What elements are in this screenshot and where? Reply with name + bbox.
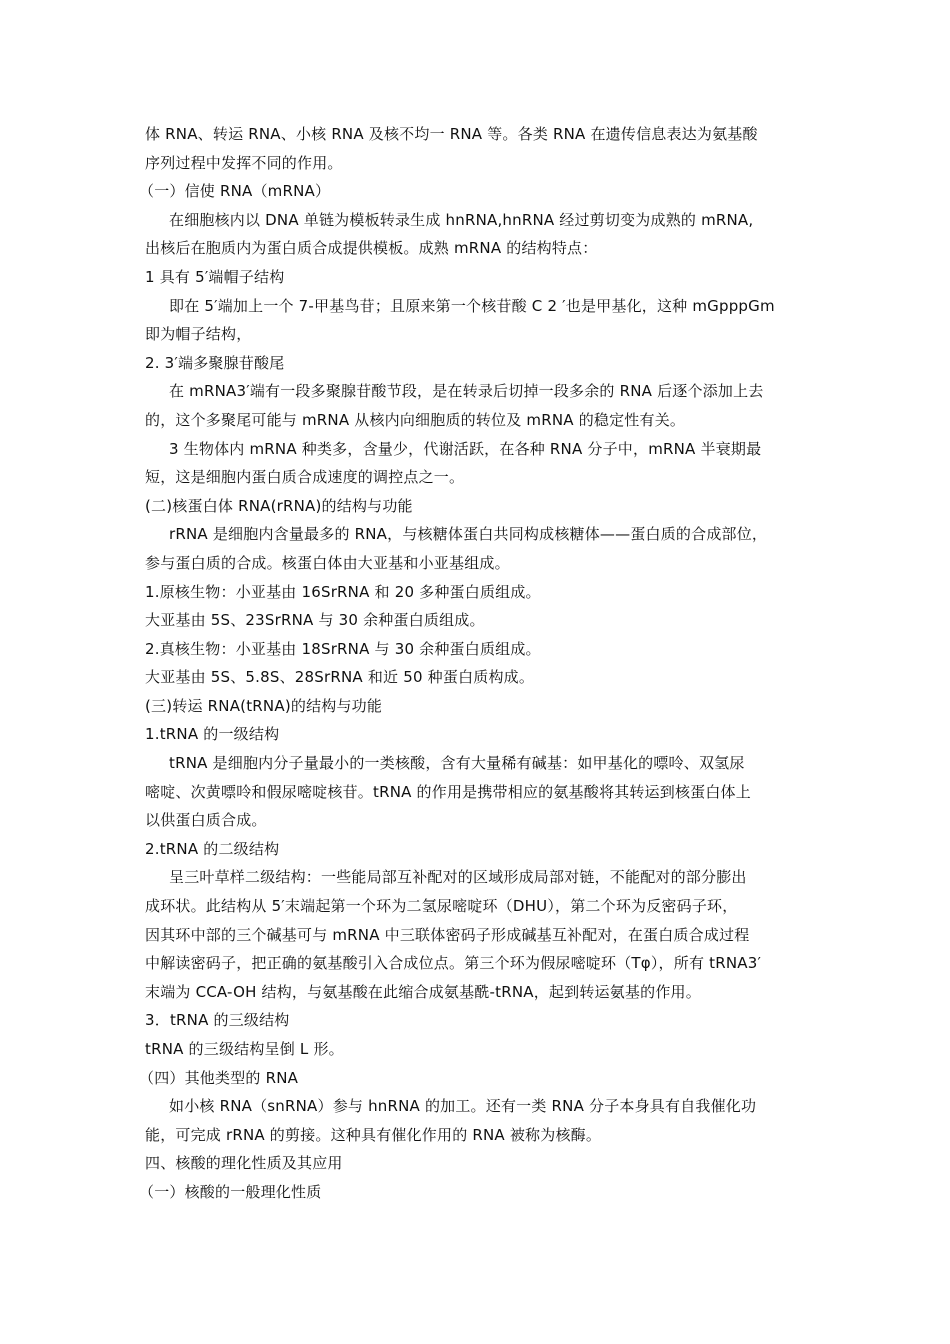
text-line: 末端为 CCA-OH 结构，与氨基酸在此缩合成氨基酰-tRNA，起到转运氨基的作用。 bbox=[145, 982, 701, 1001]
text-line: 以供蛋白质合成。 bbox=[145, 811, 267, 830]
text-line: 短，这是细胞内蛋白质合成速度的调控点之一。 bbox=[145, 468, 465, 487]
section-heading: (二)核蛋白体 RNA(rRNA)的结构与功能 bbox=[145, 496, 413, 515]
subheading: 2. 3′端多聚腺苷酸尾 bbox=[145, 353, 285, 372]
subheading: 2.tRNA 的二级结构 bbox=[145, 839, 280, 858]
text-line: 体 RNA、转运 RNA、小核 RNA 及核不均一 RNA 等。各类 RNA 在遗传信息表达为氨基酸 bbox=[145, 125, 758, 143]
section-heading: （一）信使 RNA（mRNA） bbox=[139, 182, 331, 201]
text-line: 中解读密码子，把正确的氨基酸引入合成位点。第三个环为假尿嘧啶环（Tφ），所有 tRNA3′ bbox=[145, 954, 762, 973]
text-line: 成环状。此结构从 5′末端起第一个环为二氢尿嘧啶环（DHU），第二个环为反密码子环， bbox=[145, 897, 738, 916]
subheading: 3．tRNA 的三级结构 bbox=[145, 1011, 290, 1030]
text-line: 大亚基由 5S、23SrRNA 与 30 余种蛋白质组成。 bbox=[145, 611, 485, 630]
chapter-heading: 四、核酸的理化性质及其应用 bbox=[145, 1154, 343, 1173]
text-line: 2.真核生物：小亚基由 18SrRNA 与 30 余种蛋白质组成。 bbox=[145, 639, 541, 658]
section-heading: (三)转运 RNA(tRNA)的结构与功能 bbox=[145, 696, 383, 715]
text-line: 能，可完成 rRNA 的剪接。这种具有催化作用的 RNA 被称为核酶。 bbox=[145, 1125, 602, 1144]
text-line: 嘧啶、次黄嘌呤和假尿嘧啶核苷。tRNA 的作用是携带相应的氨基酸将其转运到核蛋白体上 bbox=[145, 782, 751, 801]
text-line: 大亚基由 5S、5.8S、28SrRNA 和近 50 种蛋白质构成。 bbox=[145, 668, 535, 687]
text-line: 在 mRNA3′端有一段多聚腺苷酸节段，是在转录后切掉一段多余的 RNA 后逐个添加上去 bbox=[169, 382, 764, 401]
document-body bbox=[139, 120, 810, 1207]
subheading: 1.tRNA 的一级结构 bbox=[145, 725, 280, 744]
section-heading: （一）核酸的一般理化性质 bbox=[139, 1182, 322, 1201]
text-line: tRNA 的三级结构呈倒 L 形。 bbox=[145, 1040, 344, 1058]
section-heading: （四）其他类型的 RNA bbox=[139, 1068, 299, 1087]
subheading: 1 具有 5′端帽子结构 bbox=[145, 267, 285, 286]
text-line: 因其环中部的三个碱基可与 mRNA 中三联体密码子形成碱基互补配对，在蛋白质合成过程 bbox=[145, 925, 750, 944]
text-line: tRNA 是细胞内分子量最小的一类核酸，含有大量稀有碱基：如甲基化的嘌呤、双氢尿 bbox=[169, 754, 745, 773]
text-line: 呈三叶草样二级结构：一些能局部互补配对的区域形成局部对链，不能配对的部分膨出 bbox=[169, 868, 747, 887]
text-line: 的，这个多聚尾可能与 mRNA 从核内向细胞质的转位及 mRNA 的稳定性有关。 bbox=[145, 410, 686, 429]
text-line: 序列过程中发挥不同的作用。 bbox=[145, 153, 343, 172]
text-line: 即在 5′端加上一个 7-甲基鸟苷；且原来第一个核苷酸 C 2 ′也是甲基化，这种 mGpppGm bbox=[169, 296, 775, 315]
text-line: 1.原核生物：小亚基由 16SrRNA 和 20 多种蛋白质组成。 bbox=[145, 582, 541, 601]
text-line: 如小核 RNA（snRNA）参与 hnRNA 的加工。还有一类 RNA 分子本身具有自我催化功 bbox=[169, 1097, 757, 1116]
text-line: 参与蛋白质的合成。核蛋白体由大亚基和小亚基组成。 bbox=[145, 553, 510, 572]
text-line: 出核后在胞质内为蛋白质合成提供模板。成熟 mRNA 的结构特点： bbox=[145, 239, 598, 258]
text-line: rRNA 是细胞内含量最多的 RNA，与核糖体蛋白共同构成核糖体——蛋白质的合成部位， bbox=[169, 525, 768, 544]
text-line: 3 生物体内 mRNA 种类多，含量少，代谢活跃，在各种 RNA 分子中，mRNA 半衰期最 bbox=[169, 439, 762, 458]
text-line: 在细胞核内以 DNA 单链为模板转录生成 hnRNA,hnRNA 经过剪切变为成熟的 mRNA, bbox=[169, 210, 754, 229]
text-line: 即为帽子结构， bbox=[145, 325, 252, 344]
